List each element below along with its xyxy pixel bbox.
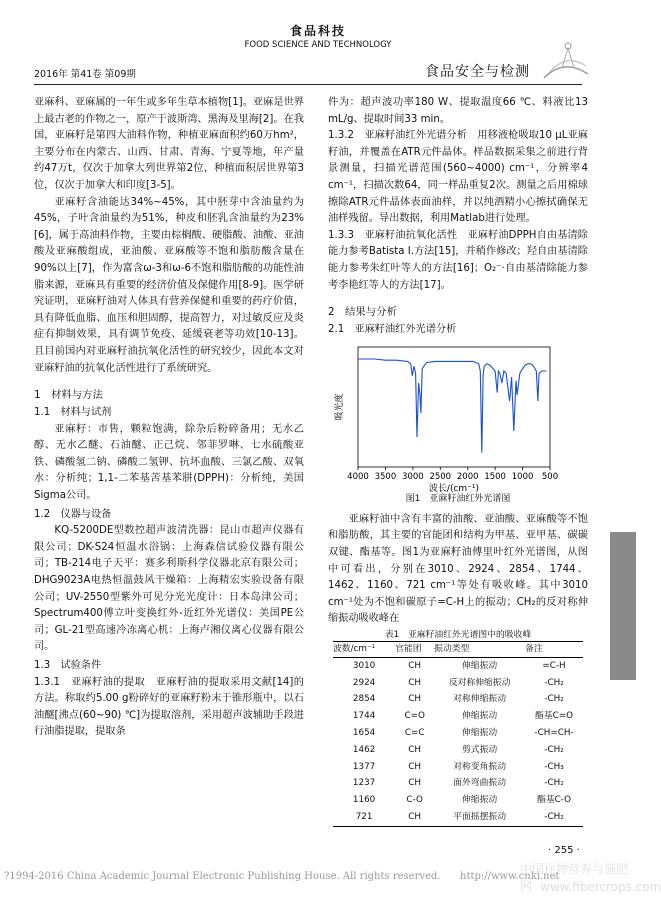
x-axis-label: 波长/(cm⁻¹) — [428, 483, 480, 494]
right-column — [328, 95, 588, 827]
watermark-url: www.fibercrops.com — [540, 880, 661, 894]
copyright-footer: ?1994-2016 China Academic Journal Electronic Publishing House. All rights reserved. — [4, 871, 441, 882]
plot-frame — [358, 347, 550, 467]
paragraph: 1.3.2 亚麻籽油红外光谱分析 用移液枪吸取10 μL亚麻籽油，并覆盖在ATR元件晶体。样品数据采集之前进行背景测量，扫描光谱范围(560~4000) cm⁻¹，分辨率4 cm⁻¹，扫描次数64，同一样品重复2次。测量之后用棉球擦除ATR元件晶体表面油样，并以纯酒精小心擦拭确保无油样残留。导出数据，利用Matlab进行处理。 — [328, 130, 588, 225]
table-cell: C-O — [406, 795, 423, 806]
table-cell: 1160 — [352, 795, 376, 806]
section-heading: 1 材料与方法 — [34, 389, 103, 402]
paragraph: 亚麻科、亚麻属的一年生或多年生草本植物[1]。亚麻是世界上最古老的作物之一，原产于波斯湾、黑海及里海[2]。在我国，亚麻籽是第四大油料作物，种植亚麻面积约60万hm²，主要分布在内蒙古、山西、甘肃、青海、宁夏等地，年产量约47万t，仅次于加拿大列世界第2位，种植面积居世界第3位，仅次于加拿大和印度[3-5]。 — [34, 97, 304, 191]
left-column — [34, 95, 304, 741]
x-tick-label: 500 — [541, 471, 559, 482]
y-axis-label: 吸光度 — [335, 393, 345, 421]
table-row — [333, 708, 583, 725]
table-cell: -CH₂ — [544, 744, 564, 755]
table-cell: -CH=CH- — [534, 728, 574, 739]
paragraph: 件为：超声波功率180 W、提取温度66 ℃、料液比13 mL/g、提取时间33 min。 — [328, 97, 588, 125]
table-cell: CH — [408, 761, 422, 772]
figure-caption: 图1 亚麻籽油红外光谱图 — [405, 493, 511, 504]
x-tick-label: 1000 — [511, 471, 534, 482]
table-cell: CH — [408, 778, 422, 789]
subsection-heading: 1.3 试验条件 — [34, 660, 102, 671]
section-title: 食品安全与检测 — [425, 64, 530, 80]
header-rule — [34, 84, 582, 85]
table-row — [333, 759, 583, 776]
table-cell: -CH₂ — [544, 677, 564, 688]
table-header-cell: 备注 — [525, 641, 583, 657]
table-header-cell: 官能团 — [395, 641, 434, 657]
table-row — [333, 792, 583, 809]
section-heading: 2 结果与分析 — [328, 306, 397, 319]
table-cell: 反对称伸缩振动 — [448, 677, 511, 688]
table-cell: 伸缩振动 — [462, 711, 498, 722]
table-cell: CH — [408, 694, 422, 705]
footer-url: http://www.cnki.net — [460, 871, 560, 882]
table-cell: 1654 — [352, 728, 376, 739]
table-cell: CH — [408, 660, 422, 671]
x-tick-label: 4000 — [347, 471, 369, 482]
table-cell: C=O — [404, 711, 425, 722]
x-tick-label: 2500 — [429, 471, 452, 482]
journal-ornament-icon — [536, 38, 592, 86]
volume-issue: 2016年 第41卷 第09期 — [34, 69, 136, 80]
table-cell: 对称伸缩振动 — [453, 694, 506, 705]
x-tick-label: 3500 — [374, 471, 397, 482]
watermark: 中国作物营养与施肥网 — [520, 862, 629, 893]
journal-title-cn: 食品科技 — [289, 24, 346, 38]
page-number: · 255 · — [548, 845, 580, 856]
paragraph: KQ-5200DE型数控超声波清洗器：昆山市超声仪器有限公司；DK-S24恒温水浴锅：上海森信试验仪器有限公司；TB-214电子天平：赛多利斯科学仪器北京有限公司；DHG9023A电热恒温鼓风干燥箱：上海精宏实验设备有限公司；UV-2550型紫外可见分光光度计：日本岛津公司；Spectrum400傅立叶变换红外-近红外光谱仪：美国PE公司；GL-21型高速冷冻离心机：上海卢湘仪离心仪器有限公司。 — [34, 525, 304, 653]
table-row — [333, 675, 583, 692]
page-edge-tab — [610, 532, 636, 680]
ir-spectrum-figure — [328, 341, 588, 494]
table-cell: 1462 — [352, 744, 376, 755]
absorption-peak-table — [333, 641, 583, 827]
table-cell: -CH₂ — [544, 778, 564, 789]
table-row — [333, 742, 583, 759]
table-cell: 3010 — [352, 660, 376, 671]
table-cell: C=C — [404, 728, 425, 739]
x-tick-label: 2000 — [456, 471, 479, 482]
subsection-heading: 2.1 亚麻籽油红外光谱分析 — [328, 324, 457, 336]
table-cell: 面外弯曲振动 — [453, 778, 506, 789]
table-cell: -CH₂ — [544, 694, 564, 705]
spectrum-line — [358, 359, 547, 453]
table-cell: 2924 — [352, 677, 376, 688]
journal-title-en: FOOD SCIENCE AND TECHNOLOGY — [244, 40, 392, 50]
paragraph: 1.3.3 亚麻籽油抗氧化活性 亚麻籽油DPPH自由基清除能力参考Batista I.方法[15]，并稍作修改；羟自由基清除能力参考朱红叶等人的方法[16]；O₂⁻·自由基清除能力参考李艳红等人的方法[17]。 — [328, 229, 588, 291]
table-cell: CH — [408, 677, 422, 688]
table-cell: 伸缩振动 — [462, 660, 498, 671]
table-cell: 伸缩振动 — [462, 728, 498, 739]
ir-spectrum-chart — [328, 341, 588, 494]
table-cell: 1377 — [352, 761, 376, 772]
paragraph: 亚麻籽含油能达34%~45%，其中胚芽中含油量约为45%，子叶含油量约为51%，种皮和胚乳含油量约为23%[6]，属于高油料作物，主要由棕榈酸、硬脂酸、油酸、亚油酸及亚麻酸组成，亚油酸、亚麻酸等不饱和脂肪酸含量在90%以上[7]，作为富含ω-3和ω-6不饱和脂肪酸的功能性油脂来源，亚麻具有重要的经济价值及保健作用[8-9]。医学研究证明，亚麻籽油对人体具有营养保健和重要的药疗价值，具有降低血脂、血压和胆固醇，提高智力，对过敏反应及炎症有抑制效果，具有调节免疫、延缓衰老等功效[10-13]。且目前国内对亚麻籽油抗氧化活性的研究较少，因此本文对亚麻籽油的抗氧化活性进行了系统研究。 — [34, 196, 304, 374]
subsection-heading: 1.1 材料与试剂 — [34, 407, 112, 419]
table-row — [333, 809, 583, 826]
table-cell: 剪式振动 — [462, 744, 498, 755]
table-row — [333, 691, 583, 708]
table-cell: 721 — [333, 809, 395, 826]
table-caption: 表1 亚麻籽油红外光谱图中的吸收峰 — [384, 629, 532, 640]
table-cell: 1744 — [352, 711, 376, 722]
table-cell: 1237 — [352, 778, 376, 789]
paragraph: 亚麻籽油中含有丰富的油酸、亚油酸、亚麻酸等不饱和脂肪酸，其主要的官能团和结构为甲基、亚甲基、碳碳双键、酯基等。图1为亚麻籽油傅里叶红外光谱图，从图中可看出，分别在3010、2924、2854、1744、1462、1160、721 cm⁻¹等处有吸收峰。其中3010 cm⁻¹处为不饱和碳原子=C-H上的振动；CH₂的反对称伸缩振动吸收峰在 — [328, 513, 588, 625]
table-cell: 对称变角振动 — [453, 761, 506, 772]
table-cell: -CH₃ — [544, 761, 564, 772]
table-cell: 酯基C=O — [535, 711, 574, 722]
table-cell: CH — [408, 744, 422, 755]
table-row — [333, 775, 583, 792]
table-cell: 伸缩振动 — [462, 795, 498, 806]
table-header-cell: 波数/cm⁻¹ — [333, 641, 395, 657]
table-cell: 酯基C-O — [536, 795, 572, 806]
x-tick-label: 1500 — [484, 471, 506, 482]
table-cell: =C-H — [542, 660, 566, 671]
paragraph: 1.3.1 亚麻籽油的提取 亚麻籽油的提取采用文献[14]的方法。称取约5.00 g粉碎好的亚麻籽粉末于锥形瓶中，以石油醚[沸点(60~90) ℃]为提取溶剂，采用超声波辅助手段进行油脂提取，提取条 — [34, 676, 304, 738]
table-cell: CH — [395, 809, 434, 826]
paragraph: 亚麻籽：市售，颗粒饱满，除杂后粉碎备用；无水乙醇、无水乙醚、石油醚、正己烷、邻菲罗啉、七水硫酸亚铁、磷酸氢二钠、磷酸二氢钾、抗坏血酸、三氯乙酸、双氧水：分析纯；1,1-二苯基苦基苯肼(DPPH)：分析纯，美国Sigma公司。 — [34, 423, 304, 502]
table-cell: -CH₂ — [525, 809, 583, 826]
table-cell: 平面摇摆振动 — [434, 809, 525, 826]
table-row — [333, 725, 583, 742]
table-header-cell: 振动类型 — [434, 641, 525, 657]
x-tick-label: 3000 — [402, 471, 424, 482]
table-row — [333, 657, 583, 674]
table-cell: 2854 — [352, 694, 376, 705]
subsection-heading: 1.2 仪器与设备 — [34, 508, 112, 520]
